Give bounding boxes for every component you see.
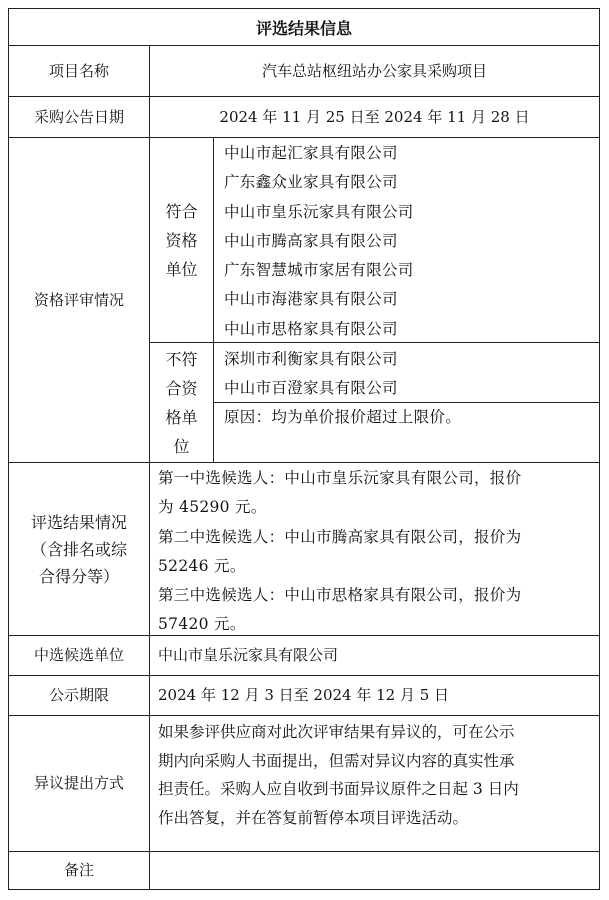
result-label — [9, 463, 150, 635]
objection-row — [9, 716, 599, 852]
objection-line: 担责任。采购人应自收到书面异议原件之日起 3 日内 — [158, 780, 519, 799]
result-line: 第一中选候选人：中山市皇乐沅家具有限公司，报价 — [158, 469, 522, 487]
objection-line: 期内向采购人书面提出，但需对异议内容的真实性承 — [158, 751, 515, 770]
objection-label: 异议提出方式 — [9, 716, 150, 851]
result-label-line: 评选结果情况 — [30, 512, 127, 532]
list-item: 中山市百澄家具有限公司 — [224, 379, 398, 398]
qualification-label: 资格评审情况 — [9, 138, 150, 462]
list-item: 中山市起汇家具有限公司 — [224, 144, 398, 162]
announcement-row — [9, 97, 599, 138]
winner-label: 中选候选单位 — [9, 636, 150, 675]
unqualified-label — [150, 343, 214, 462]
list-item: 中山市海港家具有限公司 — [224, 290, 398, 309]
result-line: 57420 元。 — [158, 615, 246, 634]
unqualified-subrow — [150, 343, 599, 462]
unqualified-label-line: 不符 — [165, 349, 198, 369]
result-row — [9, 463, 599, 636]
list-item: 中山市思格家具有限公司 — [224, 319, 398, 338]
table-title: 评选结果信息 — [255, 18, 352, 38]
list-item: 中山市皇乐沅家具有限公司 — [224, 202, 414, 221]
qualified-label-line: 符合 — [165, 201, 198, 221]
remarks-label: 备注 — [9, 852, 150, 889]
project-row — [9, 46, 599, 97]
winner-row — [9, 636, 599, 676]
publicity-label: 公示期限 — [9, 676, 150, 715]
result-label-line: （含排名或综 — [30, 539, 127, 559]
objection-line: 如果参评供应商对此次评审结果有异议的，可在公示 — [158, 723, 515, 741]
qualification-row — [9, 138, 599, 463]
unqualified-label-line: 合资 — [165, 378, 198, 398]
remarks-value — [150, 852, 599, 889]
publicity-value: 2024 年 12 月 3 日至 2024 年 12 月 5 日 — [158, 686, 450, 704]
list-item: 中山市腾高家具有限公司 — [224, 231, 398, 250]
publicity-row — [9, 676, 599, 716]
objection-line: 作出答复，并在答复前暂停本项目评选活动。 — [158, 808, 469, 827]
result-label-line: 合得分等） — [38, 566, 119, 586]
remarks-row — [9, 852, 599, 889]
qualified-list — [214, 138, 599, 342]
unqualified-reason: 原因：均为单价报价超过上限价。 — [224, 408, 462, 426]
list-item: 深圳市利衡家具有限公司 — [224, 350, 398, 368]
list-item: 广东智慧城市家居有限公司 — [224, 261, 414, 280]
result-line: 第三中选候选人：中山市思格家具有限公司，报价为 — [158, 586, 522, 605]
announcement-label: 采购公告日期 — [9, 97, 150, 137]
result-line: 第二中选候选人：中山市腾高家具有限公司，报价为 — [158, 527, 522, 546]
objection-text — [150, 716, 599, 851]
unqualified-label-line: 位 — [173, 436, 190, 456]
qualified-label-line: 资格 — [165, 230, 198, 250]
qualified-label-line: 单位 — [165, 259, 198, 279]
result-table — [8, 8, 600, 890]
project-value: 汽车总站枢纽站办公家具采购项目 — [261, 61, 487, 80]
qualified-label — [150, 138, 214, 342]
list-item: 广东鑫众业家具有限公司 — [224, 173, 398, 192]
table-title-row — [9, 9, 599, 46]
result-line: 52246 元。 — [158, 556, 246, 575]
winner-value: 中山市皇乐沅家具有限公司 — [158, 646, 339, 664]
announcement-value: 2024 年 11 月 25 日至 2024 年 11 月 28 日 — [219, 107, 530, 126]
result-line: 为 45290 元。 — [158, 498, 267, 517]
unqualified-list — [214, 343, 599, 462]
unqualified-label-line: 格单 — [165, 407, 198, 427]
project-label: 项目名称 — [9, 46, 150, 96]
result-text — [150, 463, 599, 635]
qualified-subrow — [150, 138, 599, 343]
